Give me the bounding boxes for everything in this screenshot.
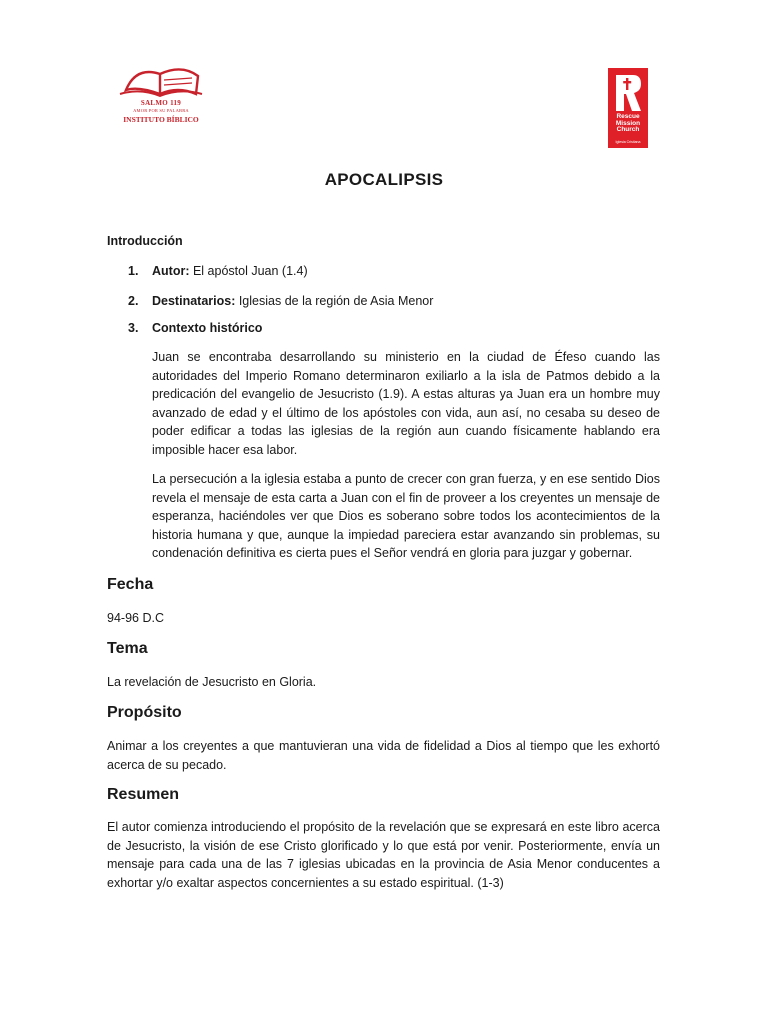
list-item-destinatarios: 2. Destinatarios: Iglesias de la región de Asia Menor bbox=[128, 294, 434, 308]
section-heading-proposito: Propósito bbox=[107, 704, 182, 721]
logo-church-name: Rescue Mission Church bbox=[615, 113, 641, 134]
section-heading-tema: Tema bbox=[107, 640, 148, 657]
fecha-text: 94-96 D.C bbox=[107, 611, 164, 625]
logo-line-motto: AMOR POR SU PALABRA bbox=[133, 108, 189, 113]
open-book-icon bbox=[116, 60, 206, 100]
tema-text: La revelación de Jesucristo en Gloria. bbox=[107, 675, 317, 689]
logo-line-instituto: INSTITUTO BÍBLICO bbox=[123, 115, 199, 124]
list-item-autor: 1. Autor: El apóstol Juan (1.4) bbox=[128, 264, 308, 278]
section-heading-resumen: Resumen bbox=[107, 786, 180, 803]
r-cross-icon bbox=[613, 73, 643, 113]
logo-church-subtext: Iglesia Cristiana bbox=[615, 140, 641, 144]
logo-line-salmo: SALMO 119 bbox=[140, 99, 182, 107]
proposito-text: Animar a los creyentes a que mantuvieran una vida de fidelidad a Dios al tiempo que les exhortó acerca de su pecado. bbox=[107, 739, 660, 772]
context-paragraph: La persecución a la iglesia estaba a punto de crecer con gran fuerza, y en ese sentido Dios revela el mensaje de esta carta a Juan con el fin de proveer a los creyentes un mensaje de esperanza, haciéndoles ver que Dios es soberano sobre todos los acontecimientos de la historia humana y que, aunque la impiedad pareciera estar avanzando sin problemas, su condenación definitiva es cierta pues el Señor vendrá en gloria para juzgar y gobernar. bbox=[152, 472, 660, 561]
rescue-mission-church-logo bbox=[608, 68, 648, 148]
context-paragraph: Juan se encontraba desarrollando su ministerio en la ciudad de Éfeso cuando las autoridades del Imperio Romano determinaron exiliarlo a la isla de Patmos debido a la predicación del evangelio de Jesucristo (1.9). A estas alturas ya Juan era un hombre muy avanzado de edad y el último de los apóstoles con vida, aun así, no cesaba su deseo de poder edificar a todas las iglesias de la región aun cuando físicamente hablando era imposible hacer esa labor. bbox=[152, 350, 660, 457]
list-item-contexto: 3. Contexto histórico bbox=[128, 321, 263, 335]
document-title: APOCALIPSIS bbox=[324, 170, 444, 189]
resumen-text: El autor comienza introduciendo el propósito de la revelación que se expresará en este libro acerca de Jesucristo, la visión de ese Cristo glorificado y lo que está por venir. Posteriormente, envía un mensaje para cada una de las 7 iglesias ubicadas en la provincia de Asia Menor conducentes a exhortar y/o exaltar aspectos concernientes a su estado espiritual. (1-3) bbox=[107, 820, 660, 890]
section-heading-fecha: Fecha bbox=[107, 576, 154, 593]
intro-heading: Introducción bbox=[107, 234, 183, 248]
instituto-biblico-logo bbox=[116, 60, 206, 130]
